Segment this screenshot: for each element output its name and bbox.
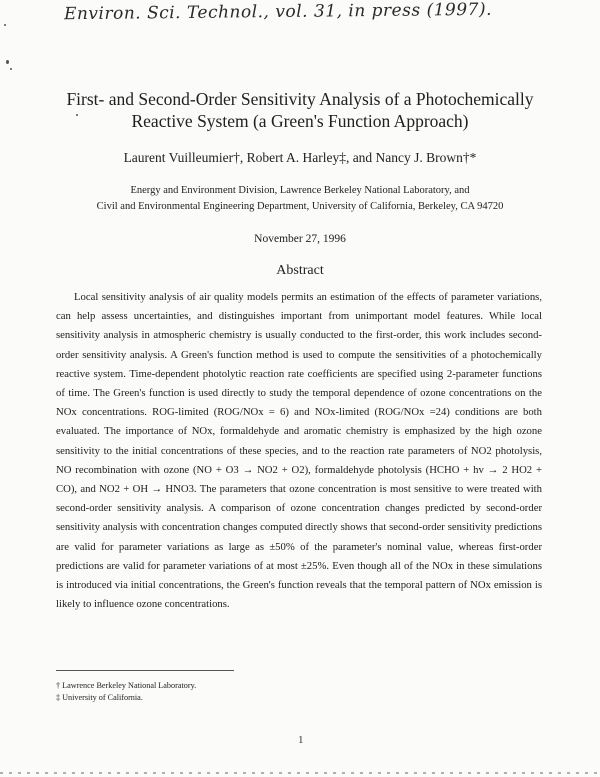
footnote: † Lawrence Berkeley National Laboratory. [56,681,197,690]
abstract-body [56,288,542,614]
footnotes [56,680,196,704]
scan-speck [6,60,9,64]
title-line: First- and Second-Order Sensitivity Analysis of a Photochemically [66,89,534,109]
affiliation-line: Civil and Environmental Engineering Department, University of California, Berkeley, CA 94720 [96,201,504,212]
footnote: ‡ University of California. [56,693,143,702]
handwritten-citation-note: Environ. Sci. Technol., vol. 31, in press (1997). [63,0,493,25]
abstract-heading: Abstract [276,263,324,278]
scan-edge-artifact [0,772,600,774]
affiliations [40,183,560,215]
affiliation-line: Energy and Environment Division, Lawrence Berkeley National Laboratory, and [130,185,470,196]
abstract-text: Local sensitivity analysis of air quality models permits an estimation of the effects of parameter variations, can help assess uncertainties, and distinguishes important from unimportant model features. While local sensitivity analysis in atmospheric chemistry is usually conducted to the first-order, this work includes second-order sensitivity analysis. A Green's function method is used to compute the sensitivities of a photochemically reactive system. Time-dependent photolytic reaction rate coefficients are specified using 2-parameter functions of time. The Green's function is used directly to study the temporal dependence of ozone concentrations on the NOx concentrations. ROG-limited (ROG/NOx = 6) and NOx-limited (ROG/NOx =24) conditions are both evaluated. The importance of NOx, formaldehyde and aromatic chemistry is emphasized by the high ozone sensitivity to the initial concentrations of these species, and to the reaction rate parameters of NO2 photolysis, NO recombination with ozone (NO + O3 → NO2 + O2), formaldehyde photolysis (HCHO + hv → 2 HO2 + CO), and NO2 + OH → HNO3. The parameters that ozone concentration is most sensitive to were treated with second-order sensitivity analysis. A comparison of ozone concentration changes predicted by second-order sensitivity analysis with concentration changes computed directly shows that second-order sensitivity predictions are valid for parameter variations as large as ±50% of the parameter's nominal value, whereas first-order predictions are valid for parameter variations of at most ±25%. Even though all of the NOx in these simulations is introduced via initial concentrations, the Green's function reveals that the temporal pattern of NOx emission is likely to influence ozone concentrations. [56,291,542,611]
footnote-rule [56,670,234,671]
scan-speck [4,24,6,26]
scan-speck [10,68,12,70]
paper-date: November 27, 1996 [254,233,346,245]
page-number: 1 [298,734,304,746]
author-list: Laurent Vuilleumier†, Robert A. Harley‡, and Nancy J. Brown†* [123,150,477,165]
title-line: Reactive System (a Green's Function Approach) [131,111,469,131]
paper-title [40,88,560,132]
